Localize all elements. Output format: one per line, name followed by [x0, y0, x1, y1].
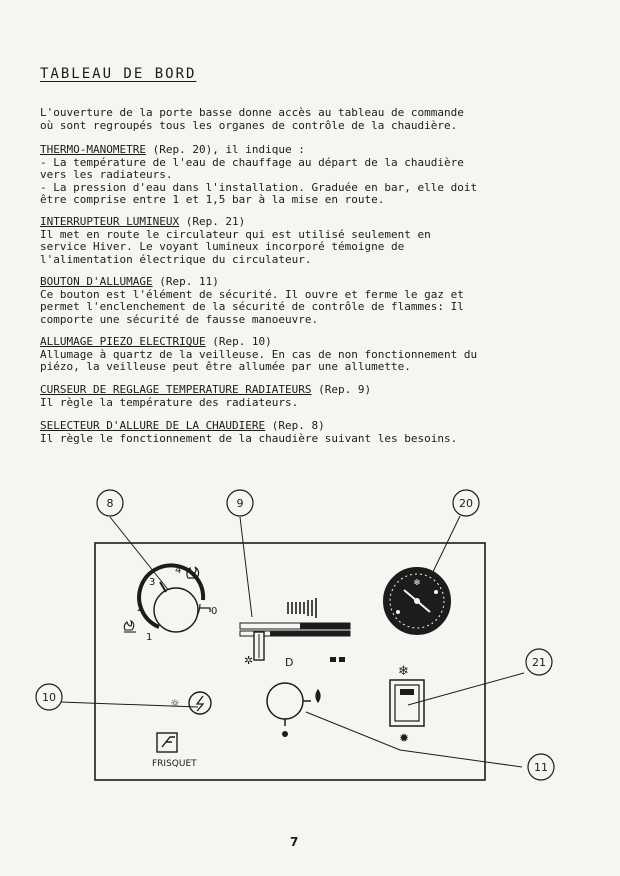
section-heading: BOUTON D'ALLUMAGE (Rep. 11) [40, 275, 219, 288]
callout-9 [227, 490, 253, 516]
dial-tick-0: 0 [211, 606, 218, 617]
section-line: Il met en route le circulateur qui est utilisé seulement en [40, 227, 431, 241]
thermo-manometer-gauge [384, 568, 450, 634]
section-line: piézo, la veilleuse peut être allumée par une allumette. [40, 360, 411, 374]
section-line: Il règle le fonctionnement de la chaudière suivant les besoins. [40, 431, 458, 445]
dial-tick-2: 2 [137, 603, 144, 614]
section-heading: INTERRUPTEUR LUMINEUX (Rep. 21) [40, 215, 246, 228]
snowflake-icon: ✲ [244, 654, 254, 667]
slider-mid-label: D [285, 656, 294, 669]
summer-sun-icon: ✹ [399, 731, 410, 745]
intro-line: où sont regroupés tous les organes de contrôle de la chaudière. [40, 118, 458, 132]
sun-temp-icon [330, 657, 345, 662]
gauge-temp-icon: ✻ [413, 578, 421, 587]
section-heading: ALLUMAGE PIEZO ELECTRIQUE (Rep. 10) [40, 335, 272, 348]
leader-line-20 [430, 516, 460, 578]
flame-icon [316, 690, 320, 702]
section-line: comporte une sécurité de fausse manoeuvre. [40, 312, 319, 326]
section-heading: CURSEUR DE REGLAGE TEMPERATURE RADIATEURS (Rep. 9) [40, 383, 372, 396]
frisquet-logo [152, 733, 197, 769]
callout-10 [36, 684, 62, 710]
section-line: service Hiver. Le voyant lumineux incorporé témoigne de [40, 240, 405, 254]
dial-tick-3: 3 [149, 577, 156, 588]
callout-9-label: 9 [236, 497, 244, 510]
section-heading: THERMO-MANOMETRE (Rep. 20), il indique : [40, 143, 305, 156]
radiator-icon [288, 598, 316, 618]
brand-name: FRISQUET [152, 759, 197, 769]
piezo-ignition-button[interactable] [170, 692, 211, 714]
section-line: Allumage à quartz de la veilleuse. En cas de non fonctionnement du [40, 347, 478, 361]
callout-10-label: 10 [42, 691, 56, 704]
section-line: vers les radiateurs. [40, 168, 173, 182]
selector-dial [124, 565, 217, 643]
leader-line-8 [110, 517, 170, 592]
callout-8 [97, 490, 123, 516]
dial-tick-1: 1 [146, 632, 153, 643]
dial-tick-4: 4 [175, 565, 182, 576]
page-number: 7 [290, 835, 299, 849]
ignition-knob[interactable] [267, 683, 320, 737]
section-line: - La température de l'eau de chauffage au départ de la chaudière [40, 155, 464, 169]
callout-8-label: 8 [106, 497, 114, 510]
section-line: - La pression d'eau dans l'installation. Graduée en bar, elle doit [40, 180, 478, 194]
section-line: Il règle la température des radiateurs. [40, 395, 299, 409]
section-curseur [40, 384, 580, 409]
section-line: être comprise entre 1 et 1,5 bar à la mise en route. [40, 193, 385, 207]
pilot-indicator [282, 731, 288, 737]
temperature-slider [240, 598, 350, 669]
section-line: l'alimentation électrique du circulateur. [40, 252, 312, 266]
winter-snowflake-icon: ❄ [398, 664, 409, 679]
callout-11-label: 11 [534, 761, 548, 774]
control-panel-diagram [0, 480, 620, 820]
section-allumage-piezo [40, 336, 580, 374]
callout-21 [526, 649, 552, 675]
callout-21-label: 21 [532, 656, 546, 669]
leader-line-21 [408, 673, 524, 705]
leader-line-9 [240, 517, 252, 617]
flame-low-icon [124, 621, 136, 632]
section-selecteur [40, 420, 580, 445]
intro-line: L'ouverture de la porte basse donne accès au tableau de commande [40, 106, 464, 119]
illuminated-switch[interactable] [390, 664, 424, 745]
spark-icon: ☼ [170, 697, 180, 710]
callout-11 [528, 754, 554, 780]
section-line: Ce bouton est l'élément de sécurité. Il ouvre et ferme le gaz et [40, 287, 464, 301]
section-bouton-allumage [40, 276, 580, 326]
leader-line-11 [306, 712, 522, 767]
section-interrupteur [40, 216, 580, 266]
intro-paragraph [40, 107, 580, 132]
callout-20 [453, 490, 479, 516]
section-heading: SELECTEUR D'ALLURE DE LA CHAUDIERE (Rep. 8) [40, 419, 325, 432]
section-thermo-manometre [40, 144, 580, 207]
callout-20-label: 20 [459, 497, 473, 510]
section-line: permet l'enclenchement de la sécurité de contrôle de flammes: Il [40, 300, 464, 314]
page-title: TABLEAU DE BORD [40, 66, 197, 82]
